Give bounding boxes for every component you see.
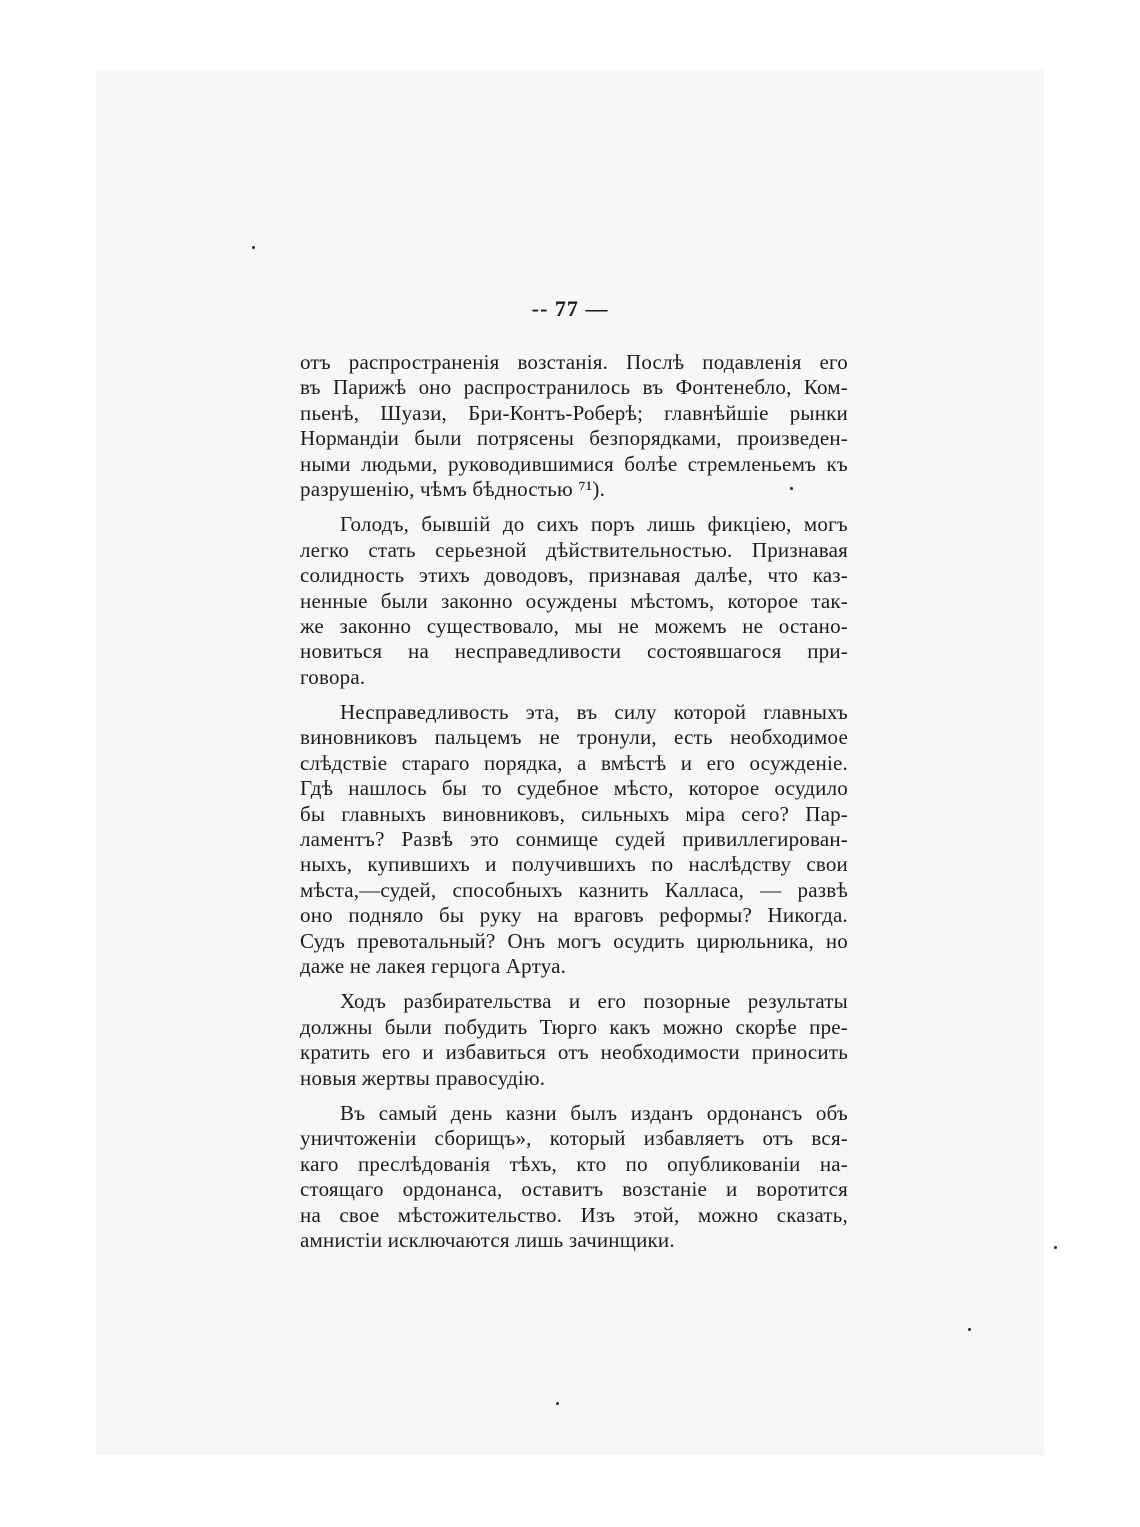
text-line: ныхъ, купившихъ и получившихъ по наслѣдству свои [300, 852, 848, 877]
text-line: солидность этихъ доводовъ, признавая далѣе, что каз- [300, 563, 848, 588]
text-line: на свое мѣстожительство. Изъ этой, можно сказать, [300, 1202, 848, 1227]
text-line: Гдѣ нашлось бы то судебное мѣсто, которое осудило [300, 776, 848, 801]
text-line: разрушенію, чѣмъ бѣдностью ⁷¹). [300, 476, 606, 501]
text-line: должны были побудить Тюрго какъ можно скорѣе пре- [300, 1014, 848, 1039]
text-line: Ходъ разбирательства и его позорные результаты [340, 989, 848, 1014]
text-line: Нормандіи были потрясены безпорядками, произведен- [300, 426, 848, 451]
page-number: -- 77 — [531, 296, 609, 321]
text-line: Въ самый день казни былъ изданъ ордонансъ объ [340, 1100, 848, 1125]
text-line: ненные были законно осуждены мѣстомъ, которое так- [300, 588, 848, 613]
text-line: виновниковъ пальцемъ не тронули, есть необходимое [300, 725, 848, 750]
text-line: Несправедливость эта, въ силу которой главныхъ [340, 700, 848, 725]
text-line: Голодъ, бывшій до сихъ поръ лишь фикціею, могъ [340, 512, 848, 537]
text-line: уничтоженіи сборищъ», который избавляетъ отъ вся- [300, 1126, 848, 1151]
scan-speck [968, 1328, 971, 1331]
paragraph-2 [300, 512, 848, 690]
text-line: легко стать серьезной дѣйствительностью. Признавая [300, 537, 848, 562]
scan-speck [252, 246, 255, 249]
paragraph-5 [300, 1101, 848, 1253]
text-line: стоящаго ордонанса, оставитъ возстаніе и воротится [300, 1177, 848, 1202]
paragraph-3 [300, 700, 848, 979]
text-line: новыя жертвы правосудію. [300, 1065, 546, 1090]
text-line: даже не лакея герцога Артуа. [300, 953, 567, 978]
text-line: Судъ превотальный? Онъ могъ осудить цирюльника, но [300, 928, 848, 953]
text-line: мѣста,—судей, способныхъ казнить Калласа, — развѣ [300, 877, 848, 902]
text-line: новиться на несправедливости состоявшагося при- [300, 639, 848, 664]
text-line: амнистіи исключаются лишь зачинщики. [300, 1227, 675, 1252]
body-text [300, 350, 848, 1263]
text-line: слѣдствіе стараго порядка, а вмѣстѣ и его осужденіе. [300, 750, 848, 775]
text-line: пьенѣ, Шуази, Бри-Контъ-Роберѣ; главнѣйшіе рынки [300, 400, 848, 425]
paragraph-4 [300, 989, 848, 1091]
text-line: бы главныхъ виновниковъ, сильныхъ міра сего? Пар- [300, 801, 848, 826]
paragraph-1 [300, 350, 848, 502]
scan-speck [1054, 1246, 1057, 1249]
text-line: оно подняло бы руку на враговъ реформы? Никогда. [300, 903, 848, 928]
scan-speck [790, 487, 793, 490]
text-line: въ Парижѣ оно распространилось въ Фонтенебло, Ком- [300, 375, 848, 400]
text-line: же законно существовало, мы не можемъ не остано- [300, 613, 848, 638]
text-line: кратить его и избавиться отъ необходимости приносить [300, 1040, 848, 1065]
text-line: ными людьми, руководившимися болѣе стремленьемъ къ [300, 451, 848, 476]
text-line: ламентъ? Развѣ это сонмище судей привиллегирован- [300, 827, 848, 852]
text-line: отъ распространенія возстанія. Послѣ подавленія его [300, 350, 848, 374]
text-line: говора. [300, 664, 366, 689]
text-line: каго преслѣдованія тѣхъ, кто по опубликованіи на- [300, 1151, 848, 1176]
scan-speck [556, 1402, 559, 1405]
